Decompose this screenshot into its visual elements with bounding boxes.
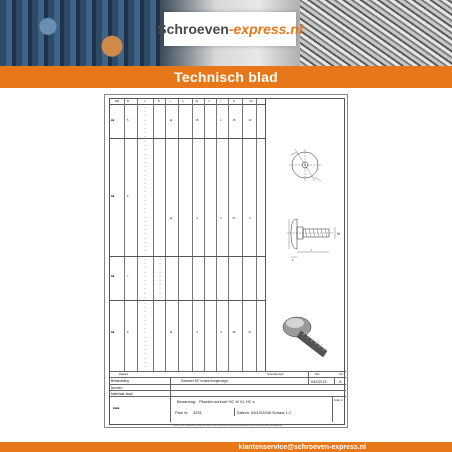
sheet-frame [109, 98, 345, 425]
plan-label: Plan nr. [175, 409, 189, 415]
row-s: ■ [170, 217, 172, 220]
title-row-treatment [110, 377, 346, 384]
header-art: Art [249, 100, 253, 103]
table-row [110, 105, 266, 139]
header-f: f [220, 100, 222, 103]
revision-index: A [339, 378, 342, 384]
header-photo-screws [300, 0, 452, 66]
changes-label: Veranderingen [267, 373, 284, 376]
row-din-code: ■■ [111, 119, 115, 122]
date-scale: Datum: 09/10/2008 Schaal 1:1 [237, 409, 292, 415]
header-l: L [144, 100, 146, 103]
row-art: 10 [248, 119, 252, 122]
row-art: 3 [249, 217, 251, 220]
treatment-label: Behandeling [111, 379, 129, 383]
row-dk: 15 [232, 119, 236, 122]
page-title: Technisch blad [174, 69, 278, 85]
row-n: 3 [196, 217, 198, 220]
row-n: 25 [195, 119, 199, 122]
norms-label: Normen [111, 385, 123, 390]
length-list: □ □ □ □ □ □ □ □ □ □ [144, 259, 146, 299]
row-s: ■ [170, 119, 172, 122]
table-row [110, 139, 266, 257]
header-m: M [126, 100, 130, 103]
screw-drawings [267, 99, 346, 371]
header-s: s [169, 100, 171, 103]
title-block [110, 371, 346, 426]
table-row [110, 301, 266, 371]
length-list: □ □ □ □ □ □ □ □ [144, 107, 146, 139]
row-m: 7 [127, 275, 129, 278]
row-s: ■ [170, 331, 172, 334]
header-dk: dk [195, 100, 199, 103]
svg-text:k: k [292, 259, 294, 262]
page-title-bar [0, 66, 452, 88]
length-list: □ □ □ □ □ □ □ □ □ □ □ □ □ □ □ □ [144, 303, 146, 369]
length-list: □ □ □ □ □ □ □ □ □ □ □ □ □ □ □ □ □ □ □ □ □ □ □ □ □ □ □ [144, 141, 146, 253]
zaak-label: Zaaksnr. [119, 373, 129, 376]
material-label: Materiaal: staal [111, 391, 133, 396]
row-n: 4 [196, 331, 198, 334]
copyright-note: Dit plan is ons eigendom en mag niet zonder onze schriftelijke toestemming gekopieerd of aan derden worden medegedeeld [171, 425, 283, 427]
row-art: 21 [248, 331, 252, 334]
company-mark: ■■■■ [113, 406, 120, 410]
row-m: 8 [127, 331, 129, 334]
dimension-table [110, 99, 266, 371]
contact-email-link[interactable]: klantenservice@schroeven-express.nl [238, 443, 366, 451]
row-din-code: ■■ [111, 331, 115, 334]
screw-side-view [287, 219, 340, 262]
revision-date: 04/02/13 [311, 378, 327, 384]
row-m: 6 [127, 195, 129, 198]
logo-accent-text: -express.nl [228, 21, 303, 37]
treatment-value: Diameter M7 in tabel toegevoegd [181, 379, 228, 383]
title-separator [170, 397, 171, 422]
header-banner [0, 0, 452, 66]
sheet-index: Index A [334, 398, 343, 402]
row-k: 2 [220, 119, 222, 122]
row-dk: 28 [232, 331, 236, 334]
row-dk: 27 [232, 217, 236, 220]
header-b2: b [208, 100, 210, 103]
date-label: Dat. [315, 373, 320, 376]
header-b: B [158, 100, 160, 103]
brand-logo[interactable] [157, 12, 303, 46]
drawing-area [267, 99, 346, 371]
screw-illustration [283, 317, 327, 357]
head-top-view [289, 149, 321, 181]
length-list-secondary: □ □ □ □ □ □ □ □ □ □ [159, 259, 161, 299]
contact-bar [0, 442, 452, 452]
svg-text:M: M [337, 232, 340, 236]
row-din-code: ■■ [111, 195, 115, 198]
designation-value: Pliselier-schroef HC M XL HC s [199, 399, 255, 404]
svg-text:L: L [311, 248, 313, 252]
row-din-code: ■■ [111, 275, 115, 278]
header-k: k [182, 100, 184, 103]
table-row [110, 257, 266, 301]
row-k: 3 [220, 331, 222, 334]
row-k: 2 [220, 217, 222, 220]
row-m: 5 [127, 119, 129, 122]
logo-main-text: Schroeven [157, 21, 229, 37]
technical-drawing-sheet [104, 94, 348, 428]
title-row-designation [110, 396, 346, 422]
header-n: N [233, 100, 235, 103]
designation-label: Benaming: [177, 399, 197, 404]
index-label: Ind. [339, 373, 344, 376]
plan-value: 3331 [193, 409, 202, 415]
header-din: DIN [114, 100, 120, 103]
title-separator [234, 408, 235, 416]
header-photo-tools [0, 0, 160, 66]
